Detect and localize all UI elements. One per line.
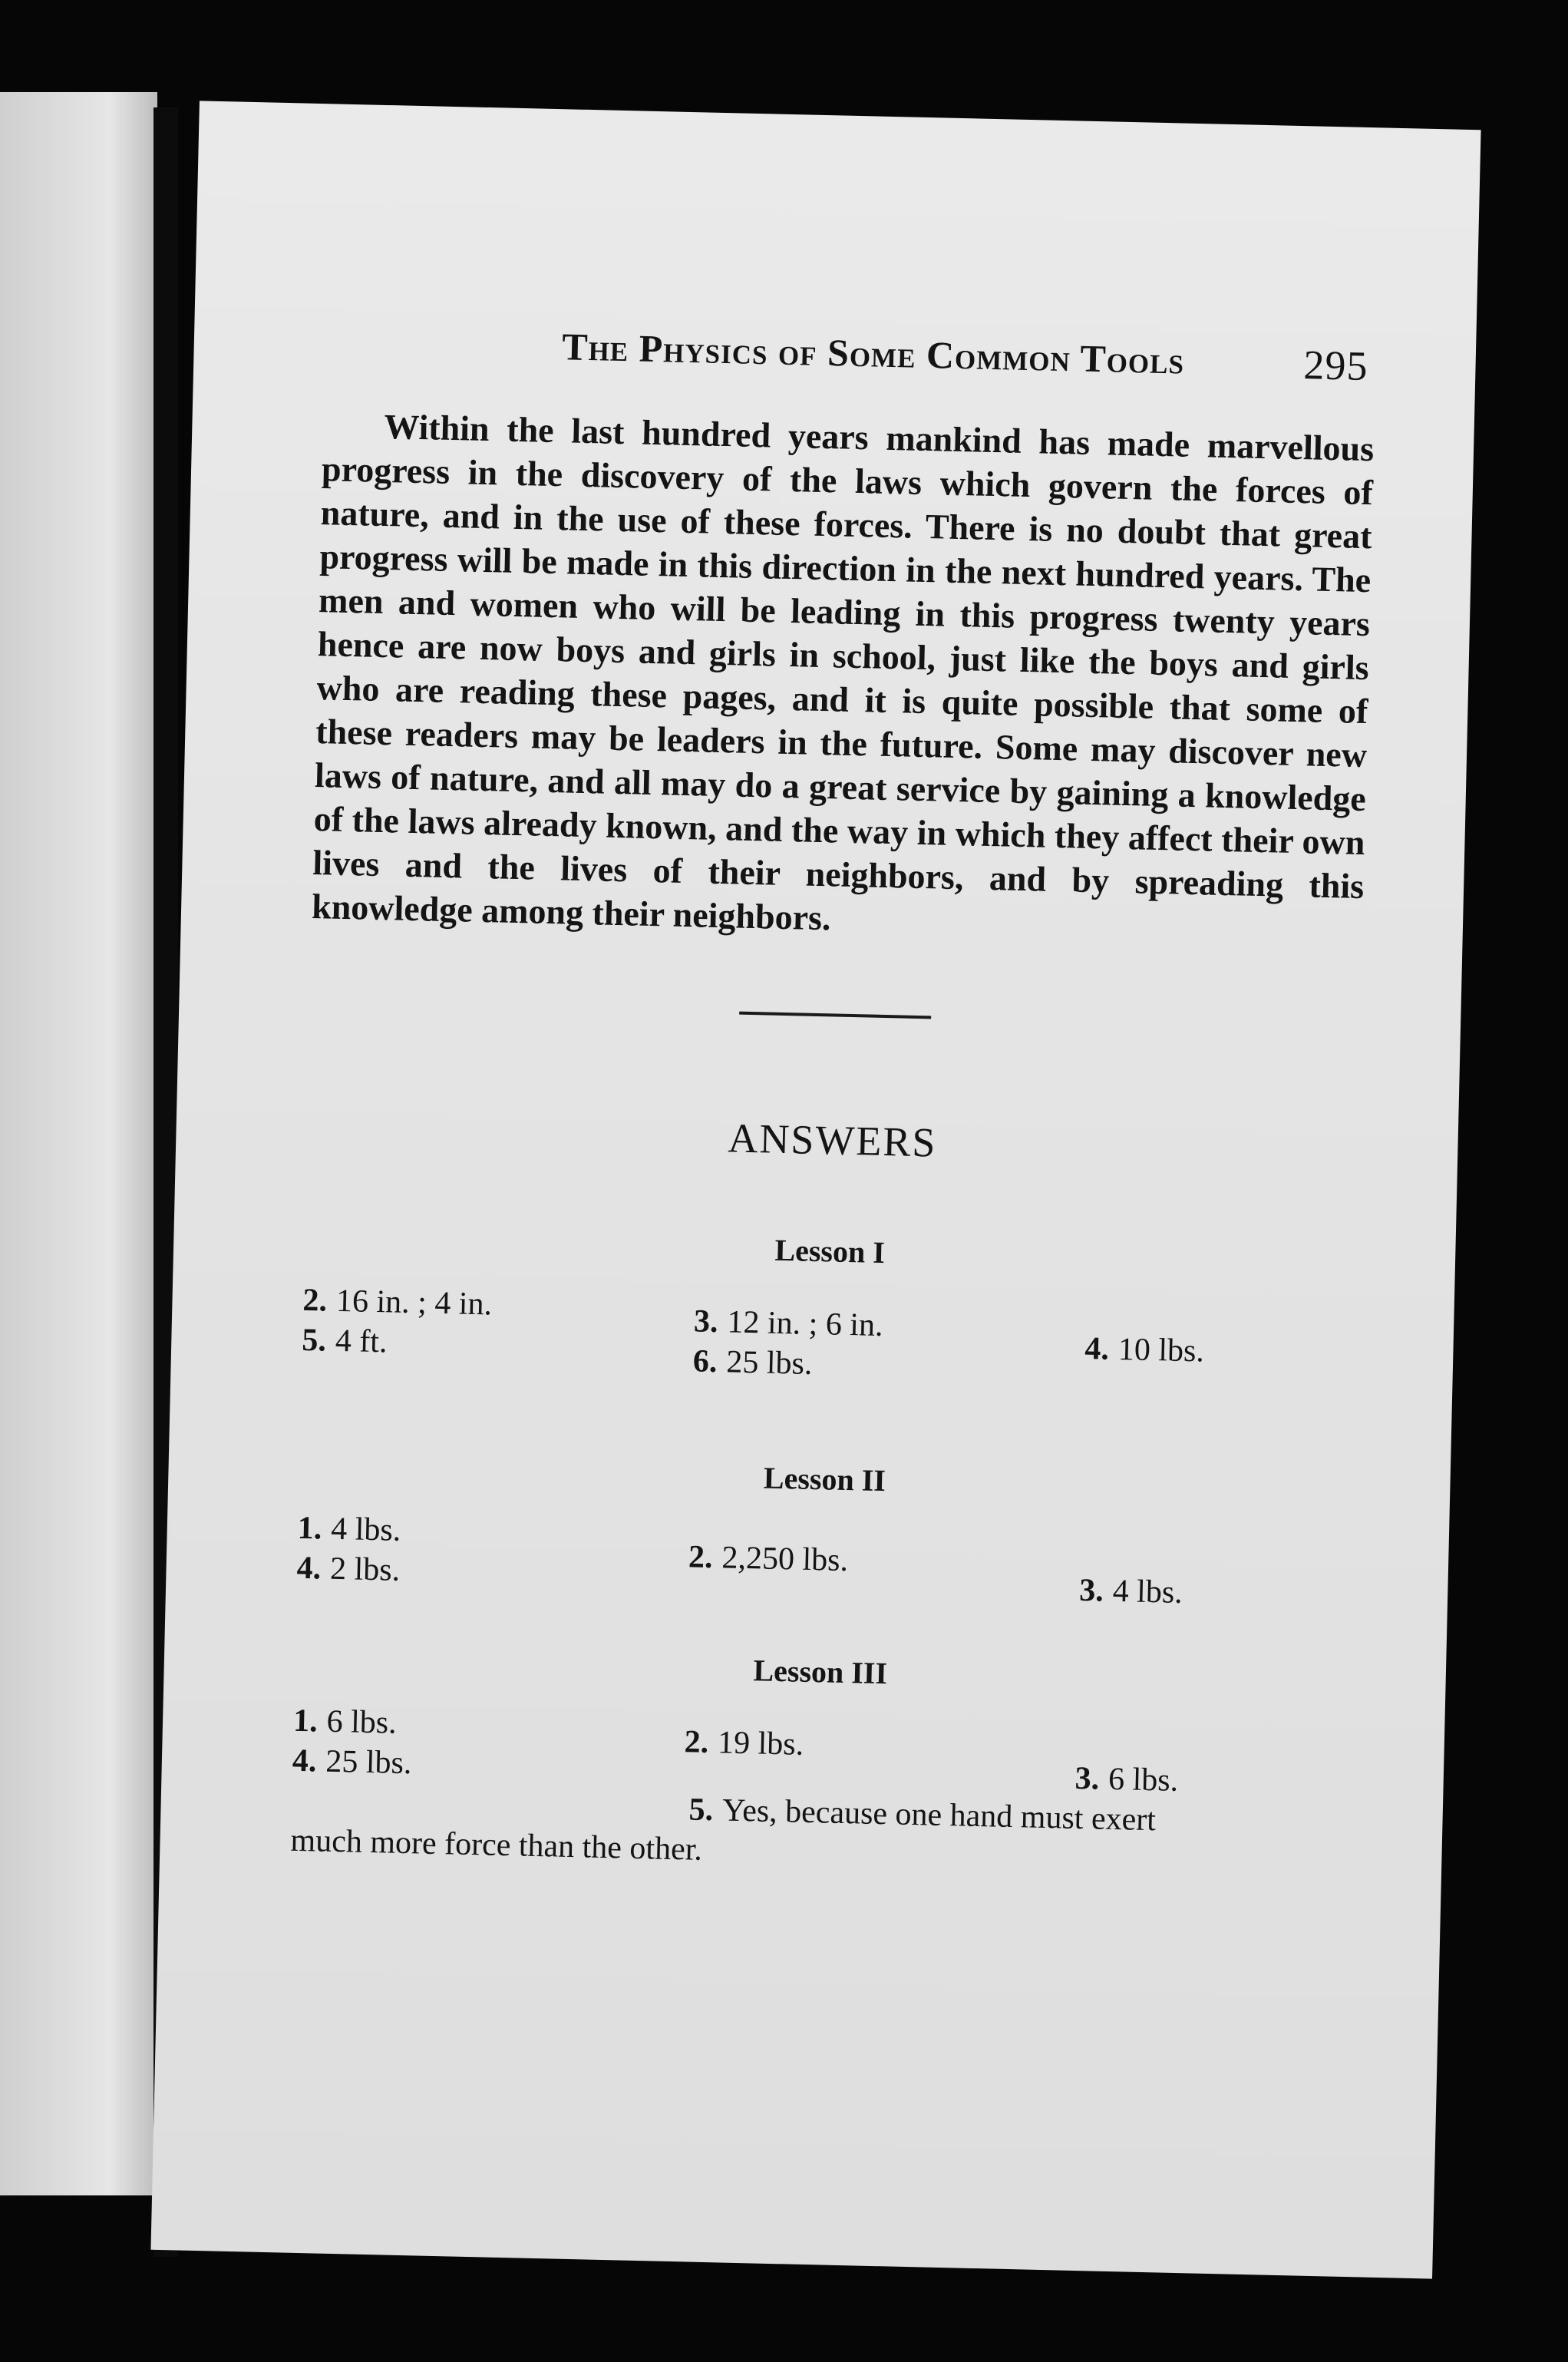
answer-number: 1. xyxy=(292,1703,319,1739)
answer-item xyxy=(296,1548,688,1597)
answer-text: 2 lbs. xyxy=(329,1551,401,1588)
lesson-title: Lesson I xyxy=(774,1232,886,1270)
answer-number: 1. xyxy=(297,1510,322,1547)
lesson-3-block xyxy=(290,1642,1346,1885)
answer-column xyxy=(683,1710,1076,1799)
answer-column xyxy=(1079,1526,1349,1617)
answer-number: 5. xyxy=(301,1322,327,1359)
answer-text: 25 lbs. xyxy=(325,1743,412,1782)
lesson-title: Lesson II xyxy=(763,1460,886,1498)
answer-text: 16 in. ; 4 in. xyxy=(335,1283,493,1323)
answer-text: 2,250 lbs. xyxy=(721,1540,849,1579)
answer-grid xyxy=(296,1508,1349,1617)
answer-number: 3. xyxy=(1074,1760,1100,1797)
answer-number: 2. xyxy=(688,1539,714,1576)
facing-page-edge xyxy=(0,92,157,2195)
answer-text: 25 lbs. xyxy=(725,1344,813,1382)
answer-item xyxy=(1084,1329,1354,1375)
answer-item xyxy=(1074,1759,1344,1805)
answer-text: 19 lbs. xyxy=(717,1725,804,1762)
answer-column xyxy=(1084,1298,1355,1396)
answer-column xyxy=(1074,1719,1345,1805)
answer-number: 3. xyxy=(1078,1572,1104,1609)
answer-text: 12 in. ; 6 in. xyxy=(727,1304,884,1344)
answer-item xyxy=(1079,1571,1348,1617)
answer-item xyxy=(688,1537,1081,1586)
answer-note-line: much more force than the other. xyxy=(290,1822,703,1868)
answer-column xyxy=(688,1517,1081,1610)
answer-number: 5. xyxy=(688,1792,714,1828)
book-page xyxy=(150,101,1481,2278)
answer-number: 4. xyxy=(292,1743,317,1779)
answer-number: 2. xyxy=(684,1724,709,1761)
page-number: 295 xyxy=(1302,342,1369,390)
answer-number: 4. xyxy=(1084,1331,1110,1367)
lesson-1-block xyxy=(301,1221,1355,1396)
lesson-title: Lesson III xyxy=(753,1653,888,1691)
answer-number: 4. xyxy=(296,1550,322,1587)
answer-column xyxy=(301,1280,695,1382)
answer-text: 4 ft. xyxy=(335,1323,388,1360)
answer-text: 4 lbs. xyxy=(330,1511,401,1548)
answer-text: 6 lbs. xyxy=(1108,1761,1179,1799)
answer-number: 6. xyxy=(692,1343,718,1380)
answer-number: 3. xyxy=(693,1303,719,1340)
answer-item xyxy=(684,1722,1076,1771)
answer-item xyxy=(692,1341,1084,1390)
lesson-2-block xyxy=(296,1449,1351,1617)
body-paragraph: Within the last hundred years mankind has made marvellous progress in the discovery of the laws which govern the forces of nature, and in the use of these forces. There is no doubt that great progress will be made in this direction in the next hundred years. The men and women who will be leading in this progress twenty years hence are now boys and girls in school, just like the boys and girls who are reading these pages, and it is quite possible that some of these readers may be leaders in the future. Some may discover new laws of nature, and all may do a great service by gaining a knowledge of the laws already known, and the way in which they affect their own lives and the lives of their neighbors, and by spreading this knowledge among their neighbors. xyxy=(311,406,1375,938)
answer-item xyxy=(302,1320,694,1369)
answer-text: 4 lbs. xyxy=(1112,1573,1183,1610)
answer-text: 6 lbs. xyxy=(326,1703,398,1741)
answer-grid xyxy=(301,1280,1354,1396)
answer-text: 10 lbs. xyxy=(1117,1331,1205,1369)
answer-column xyxy=(296,1508,689,1602)
running-head xyxy=(324,319,1376,404)
answer-number: 2. xyxy=(302,1282,328,1319)
answer-text: Yes, because one hand must exert xyxy=(721,1792,1157,1838)
running-title: The Physics of Some Common Tools xyxy=(561,325,1185,382)
section-divider xyxy=(739,1012,931,1019)
page-content xyxy=(290,319,1376,1885)
answer-column xyxy=(292,1701,685,1790)
answers-heading: ANSWERS xyxy=(727,1115,938,1166)
answer-column xyxy=(692,1289,1086,1390)
